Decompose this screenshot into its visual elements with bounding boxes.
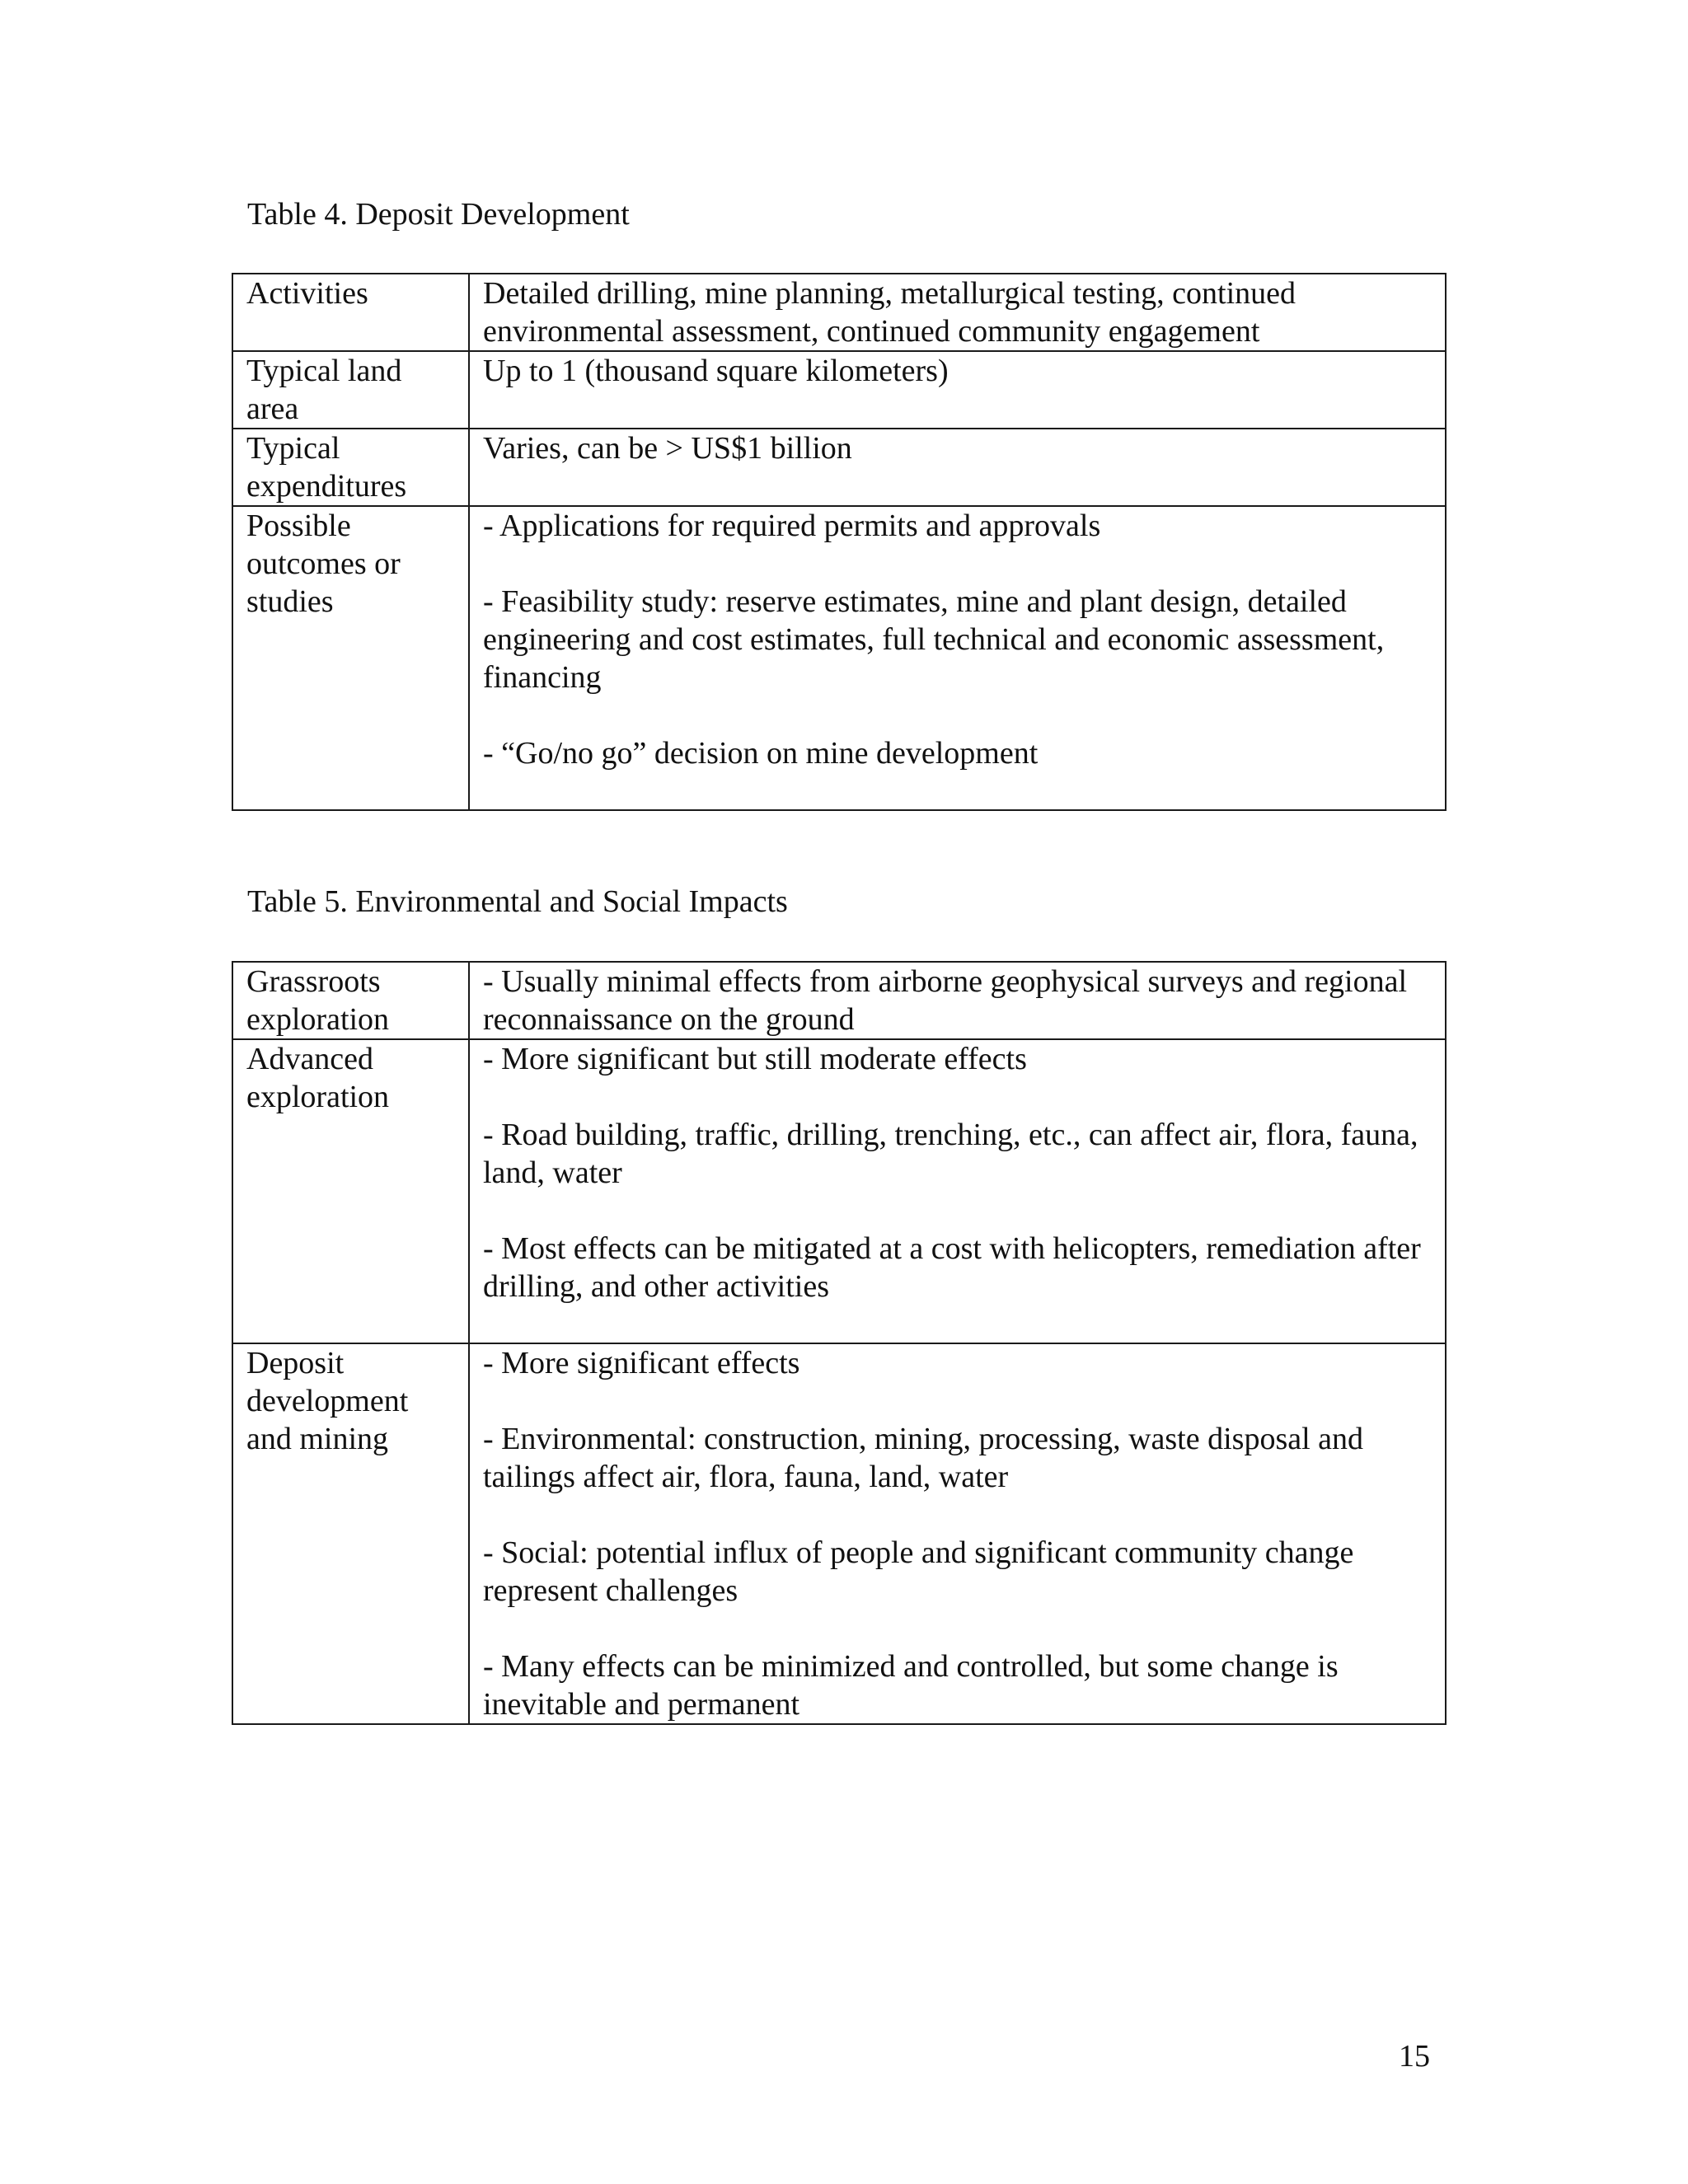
content-paragraph: - Social: potential influx of people and significant community change represent challenges	[483, 1535, 1354, 1608]
content-paragraph: - Many effects can be minimized and controlled, but some change is inevitable and permanent	[483, 1649, 1339, 1722]
row-label: Grassroots exploration	[232, 962, 469, 1039]
row-label: Typical land area	[232, 351, 469, 429]
content-paragraph: - More significant but still moderate effects	[483, 1042, 1027, 1076]
table-row	[232, 351, 1446, 429]
content-paragraph: - More significant effects	[483, 1346, 800, 1380]
table-row	[232, 1343, 1446, 1724]
content-paragraph: - Road building, traffic, drilling, trenching, etc., can affect air, flora, fauna, land, water	[483, 1118, 1418, 1190]
table-row	[232, 962, 1446, 1039]
row-content	[469, 1039, 1446, 1343]
row-content	[469, 274, 1446, 351]
row-content	[469, 962, 1446, 1039]
environmental-social-impacts-table	[232, 961, 1447, 1725]
page-number: 15	[1399, 2039, 1430, 2074]
table-row	[232, 429, 1446, 506]
content-paragraph: - “Go/no go” decision on mine development	[483, 736, 1039, 771]
table-5-caption: Table 5. Environmental and Social Impacts	[247, 884, 788, 919]
content-paragraph: - Feasibility study: reserve estimates, mine and plant design, detailed engineering and cost estimates, full technical and economic assessment, financing	[483, 584, 1385, 695]
content-paragraph: Varies, can be > US$1 billion	[483, 431, 852, 466]
row-content	[469, 506, 1446, 810]
content-paragraph: Up to 1 (thousand square kilometers)	[483, 354, 949, 388]
row-content	[469, 351, 1446, 429]
content-paragraph: Detailed drilling, mine planning, metallurgical testing, continued environmental assessment, continued community engagement	[483, 276, 1296, 349]
table-row	[232, 274, 1446, 351]
content-paragraph: - Most effects can be mitigated at a cost with helicopters, remediation after drilling, and other activities	[483, 1231, 1421, 1304]
row-label: Deposit development and mining	[232, 1343, 469, 1724]
table-4-caption: Table 4. Deposit Development	[247, 197, 630, 232]
content-paragraph: - Usually minimal effects from airborne geophysical surveys and regional reconnaissance on the ground	[483, 964, 1408, 1037]
row-content	[469, 1343, 1446, 1724]
table-row	[232, 506, 1446, 810]
content-paragraph: - Applications for required permits and approvals	[483, 509, 1101, 543]
row-content	[469, 429, 1446, 506]
row-label: Typical expenditures	[232, 429, 469, 506]
content-paragraph: - Environmental: construction, mining, processing, waste disposal and tailings affect air, flora, fauna, land, water	[483, 1422, 1364, 1494]
row-label: Activities	[232, 274, 469, 351]
table-row	[232, 1039, 1446, 1343]
deposit-development-table	[232, 273, 1447, 811]
row-label: Possible outcomes or studies	[232, 506, 469, 810]
row-label: Advanced exploration	[232, 1039, 469, 1343]
